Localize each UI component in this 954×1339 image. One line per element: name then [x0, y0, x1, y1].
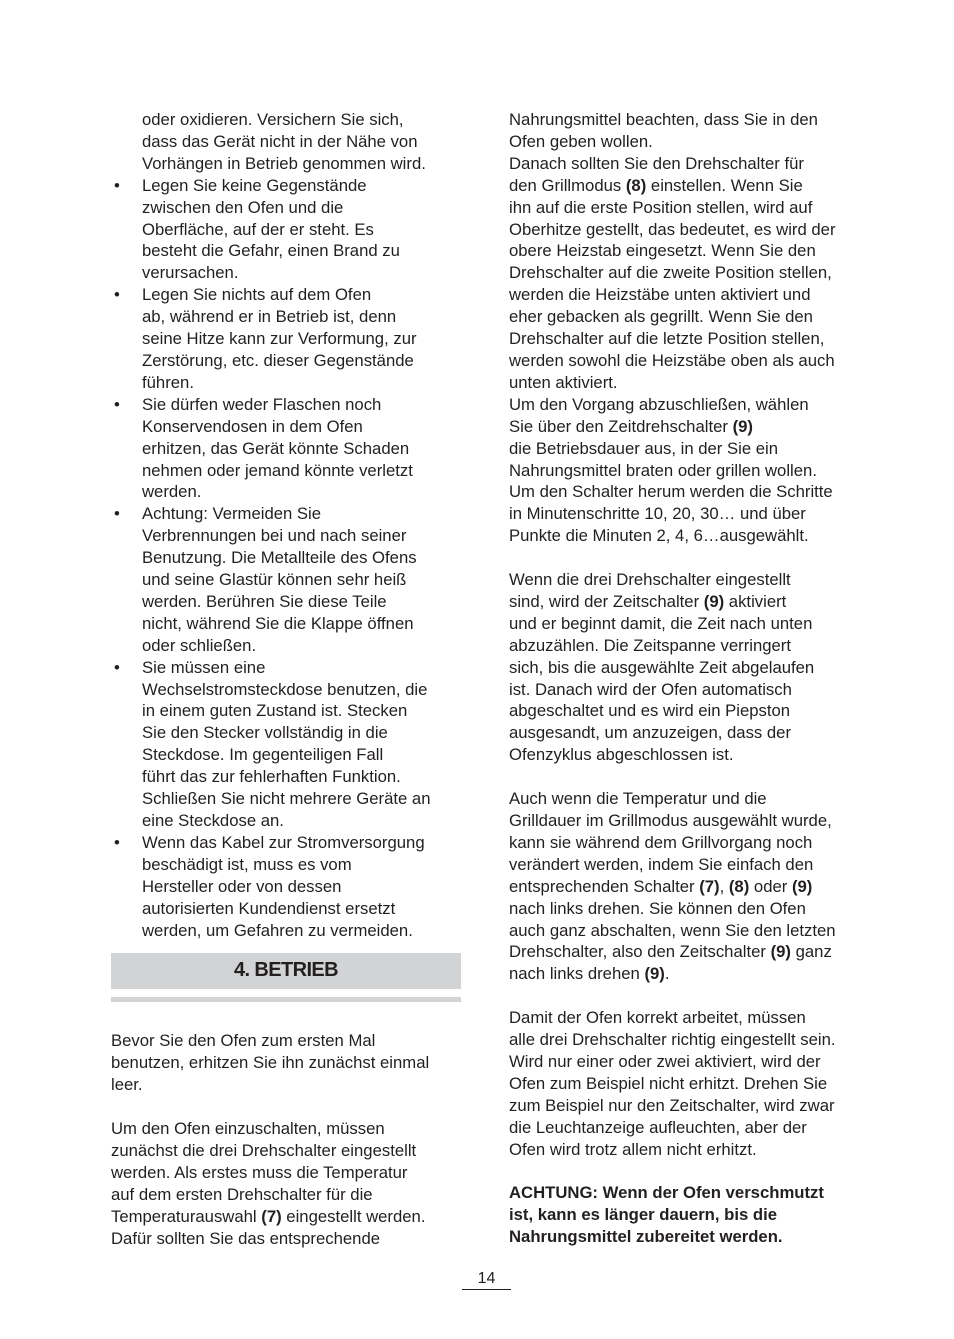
text-line: oder schließen. [142, 635, 257, 655]
text-line: Nahrungsmittel beachten, dass Sie in den [509, 110, 818, 129]
text-line: nicht, während Sie die Klappe öffnen [142, 613, 414, 633]
adjust-paragraph [509, 788, 879, 985]
text-line: abzuzählen. Die Zeitspanne verringert [509, 635, 791, 655]
bullet-item [111, 832, 471, 942]
left-column [111, 109, 471, 1249]
text-line: Oberhitze gestellt, das bedeutet, es wird der [509, 219, 836, 239]
text-line: verursachen. [142, 263, 239, 283]
text-line: ihn auf die erste Position stellen, wird auf [509, 197, 813, 217]
text-line: Danach sollten Sie den Drehschalter für [509, 153, 804, 173]
text-line: ist. Danach wird der Ofen automatisch [509, 679, 792, 699]
text-line: Wird nur einer oder zwei aktiviert, wird der [509, 1051, 821, 1071]
section-heading-text: 4. BETRIEB [233, 959, 339, 982]
warning-paragraph [509, 1182, 879, 1248]
bullet-point-icon: • [114, 285, 120, 305]
text-line: leer. [111, 1075, 143, 1095]
text-line: Steckdose. Im gegenteiligen Fall [142, 745, 384, 765]
operation-paragraph [509, 109, 879, 547]
bullet-item [111, 284, 471, 394]
text-line: in Minutenschritte 10, 20, 30… und über [509, 504, 806, 524]
text-line: Nahrungsmittel braten oder grillen wollen. [509, 460, 817, 480]
bullet-point-icon: • [114, 175, 120, 195]
text-line: werden. [142, 482, 202, 502]
text-line: Temperaturauswahl (7) eingestellt werden. [111, 1206, 426, 1226]
text-line: Verbrennungen bei und nach seiner [142, 526, 407, 546]
text-line: in einem guten Zustand ist. Stecken [142, 701, 408, 721]
continuation-paragraph [111, 109, 471, 175]
text-line: ab, während er in Betrieb ist, denn [142, 307, 397, 327]
text-line: seine Hitze kann zur Verformung, zur [142, 329, 417, 349]
function-paragraph [509, 1007, 879, 1160]
text-line: und seine Glastür können sehr heiß [142, 570, 407, 590]
text-line: Schließen Sie nicht mehrere Geräte an [142, 789, 431, 809]
text-line: Auch wenn die Temperatur und die [509, 789, 767, 809]
text-line: eine Steckdose an. [142, 811, 284, 830]
text-line: abgeschaltet und es wird ein Piepston [509, 701, 791, 721]
text-line: dass das Gerät nicht in der Nähe von [142, 131, 418, 151]
bullet-item [111, 657, 471, 832]
text-line: verändert werden, indem Sie einfach den [509, 854, 814, 874]
text-line: führen. [142, 372, 194, 392]
text-line: zwischen den Ofen und die [142, 197, 344, 217]
bullet-item [111, 503, 471, 656]
text-line: Um den Vorgang abzuschließen, wählen [509, 394, 809, 414]
startup-paragraph [111, 1118, 471, 1249]
text-line: oder oxidieren. Versichern Sie sich, [142, 110, 404, 129]
text-line: auch ganz abschalten, wenn Sie den letzten [509, 920, 836, 940]
text-line: Dafür sollten Sie das entsprechende [111, 1228, 381, 1248]
timer-paragraph [509, 569, 879, 766]
page-number: 14 [462, 1269, 511, 1290]
text-line: Vorhängen in Betrieb genommen wird. [142, 153, 426, 173]
text-line: Drehschalter auf die zweite Position stellen, [509, 263, 832, 283]
text-line: Nahrungsmittel zubereitet werden. [509, 1227, 783, 1247]
text-line: Drehschalter, also den Zeitschalter (9) ganz [509, 942, 832, 962]
text-line: Ofen wird trotz allem nicht erhitzt. [509, 1139, 757, 1159]
text-line: werden die Heizstäbe unten aktiviert und [509, 285, 811, 305]
text-line: Punkte die Minuten 2, 4, 6…ausgewählt. [509, 526, 809, 546]
text-line: Drehschalter auf die letzte Position stellen, [509, 329, 825, 349]
text-line: werden. Als erstes muss die Temperatur [111, 1162, 408, 1182]
section-heading [111, 953, 461, 989]
text-line: Sie über den Zeitdrehschalter (9) [509, 416, 753, 436]
right-column [509, 109, 879, 1248]
text-line: Konservendosen in dem Ofen [142, 416, 363, 436]
text-line: kann sie während dem Grillvorgang noch [509, 832, 813, 852]
text-line: werden sowohl die Heizstäbe oben als auch [509, 350, 835, 370]
text-line: die Leuchtanzeige aufleuchten, aber der [509, 1117, 807, 1137]
safety-bullet-list [111, 175, 471, 942]
text-line: beschädigt ist, muss es vom [142, 854, 352, 874]
text-line: den Grillmodus (8) einstellen. Wenn Sie [509, 175, 803, 195]
text-line: Sie den Stecker vollständig in die [142, 723, 388, 743]
text-line: ausgesandt, um anzuzeigen, dass der [509, 723, 792, 743]
text-line: sind, wird der Zeitschalter (9) aktiviert [509, 591, 787, 611]
text-line: • Sie dürfen weder Flaschen noch [114, 394, 382, 414]
text-line: werden. Berühren Sie diese Teile [142, 591, 387, 611]
text-line: führt das zur fehlerhaften Funktion. [142, 767, 401, 787]
text-line: ACHTUNG: Wenn der Ofen verschmutzt [509, 1183, 824, 1203]
text-line: entsprechenden Schalter (7), (8) oder (9) [509, 876, 813, 896]
intro-paragraph [111, 1030, 471, 1096]
text-line: nach links drehen. Sie können den Ofen [509, 898, 806, 918]
text-line: Ofen zum Beispiel nicht erhitzt. Drehen Sie [509, 1073, 828, 1093]
bullet-point-icon: • [114, 504, 120, 524]
text-line: erhitzen, das Gerät könnte Schaden [142, 438, 410, 458]
heading-rule [111, 997, 461, 1002]
text-line: zunächst die drei Drehschalter eingestellt [111, 1140, 417, 1160]
text-line: autorisierten Kundendienst ersetzt [142, 898, 396, 918]
text-line: und er beginnt damit, die Zeit nach unten [509, 613, 813, 633]
bullet-point-icon: • [114, 394, 120, 414]
text-line: Wechselstromsteckdose benutzen, die [142, 679, 428, 699]
text-line: Grilldauer im Grillmodus ausgewählt wurde, [509, 810, 832, 830]
text-line: sich, bis die ausgewählte Zeit abgelaufen [509, 657, 815, 677]
text-line: Wenn die drei Drehschalter eingestellt [509, 570, 791, 590]
text-line: • Legen Sie keine Gegenstände [114, 175, 367, 195]
text-line: Oberfläche, auf der er steht. Es [142, 219, 374, 239]
text-line: Bevor Sie den Ofen zum ersten Mal [111, 1031, 376, 1051]
bullet-point-icon: • [114, 832, 120, 852]
text-line: nach links drehen (9). [509, 964, 670, 984]
text-line: Benutzung. Die Metallteile des Ofens [142, 548, 417, 568]
text-line: Damit der Ofen korrekt arbeitet, müssen [509, 1008, 806, 1028]
text-line: ist, kann es länger dauern, bis die [509, 1205, 778, 1225]
text-line: • Sie müssen eine [114, 657, 266, 677]
text-line: auf dem ersten Drehschalter für die [111, 1184, 373, 1204]
text-line: Zerstörung, etc. dieser Gegenstände [142, 350, 414, 370]
text-line: • Achtung: Vermeiden Sie [114, 504, 322, 524]
text-line: unten aktiviert. [509, 372, 618, 392]
text-line: besteht die Gefahr, einen Brand zu [142, 241, 400, 261]
text-line: alle drei Drehschalter richtig eingestellt sein. [509, 1030, 836, 1050]
text-line: obere Heizstab eingesetzt. Wenn Sie den [509, 241, 816, 261]
text-line: eher gebacken als gegrillt. Wenn Sie den [509, 307, 813, 327]
text-line: Um den Schalter herum werden die Schritte [509, 482, 833, 502]
text-line: • Wenn das Kabel zur Stromversorgung [114, 832, 425, 852]
text-line: die Betriebsdauer aus, in der Sie ein [509, 438, 779, 458]
bullet-item [111, 394, 471, 504]
text-line: Um den Ofen einzuschalten, müssen [111, 1119, 385, 1139]
text-line: zum Beispiel nur den Zeitschalter, wird zwar [509, 1095, 835, 1115]
text-line: Ofenzyklus abgeschlossen ist. [509, 745, 734, 765]
text-line: • Legen Sie nichts auf dem Ofen [114, 285, 372, 305]
text-line: nehmen oder jemand könnte verletzt [142, 460, 413, 480]
text-line: Ofen geben wollen. [509, 131, 653, 151]
bullet-point-icon: • [114, 657, 120, 677]
text-line: werden, um Gefahren zu vermeiden. [142, 920, 413, 940]
text-line: Hersteller oder von dessen [142, 876, 342, 896]
text-line: benutzen, erhitzen Sie ihn zunächst einmal [111, 1053, 430, 1073]
bullet-item [111, 175, 471, 285]
